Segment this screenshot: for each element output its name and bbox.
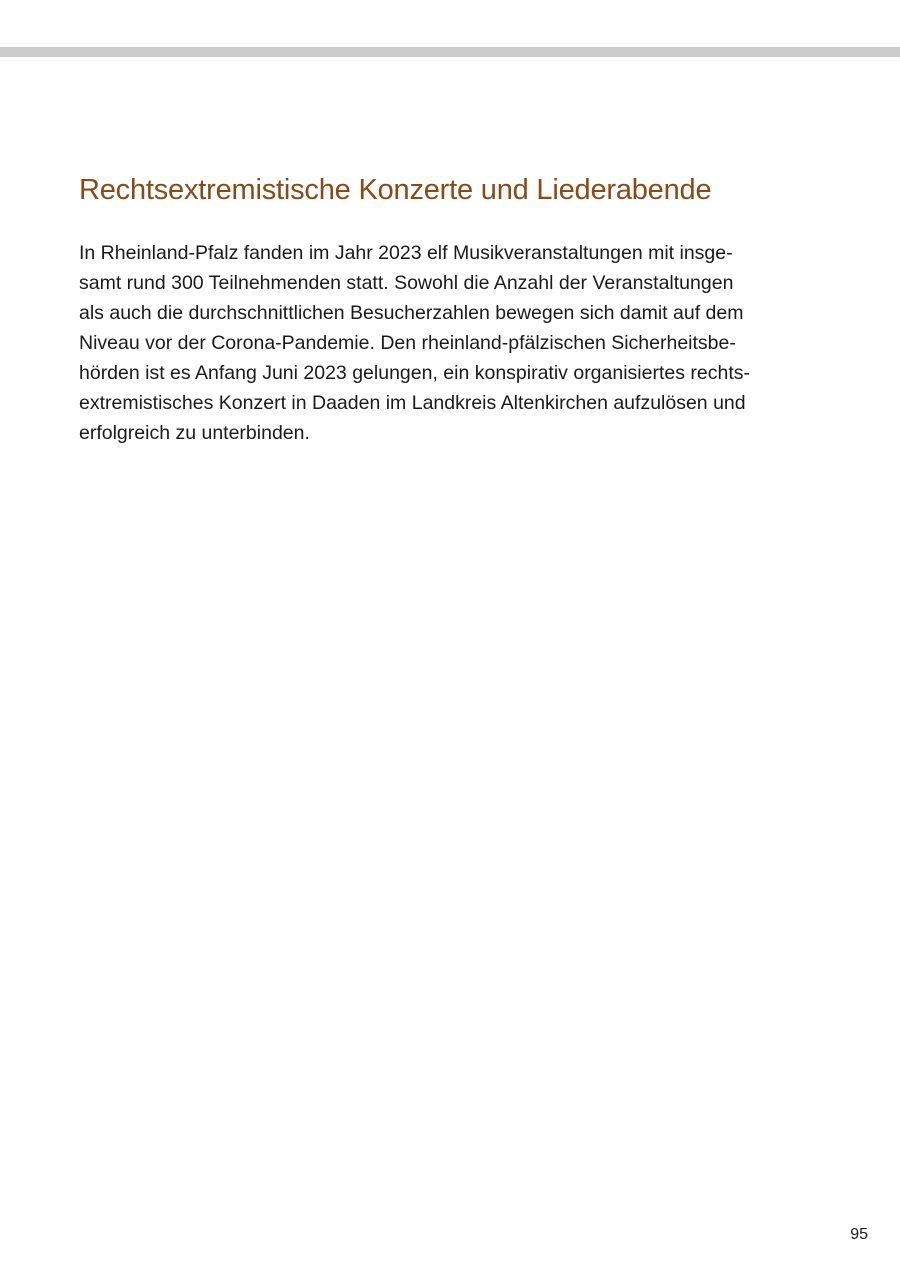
page-content [79,168,839,448]
page-number: 95 [850,1226,868,1243]
paragraph-line: als auch die durchschnittlichen Besucherzahlen bewegen sich damit auf dem [79,302,744,324]
body-paragraph [79,238,839,448]
paragraph-line: samt rund 300 Teilnehmenden statt. Sowohl die Anzahl der Veranstaltungen [79,272,734,294]
paragraph-line: In Rheinland-Pfalz fanden im Jahr 2023 elf Musikveranstaltungen mit insge- [79,242,733,264]
paragraph-line: erfolgreich zu unterbinden. [79,422,310,444]
top-rule [0,47,900,57]
paragraph-line: hörden ist es Anfang Juni 2023 gelungen, ein konspirativ organisiertes rechts- [79,362,750,384]
section-heading: Rechtsextremistische Konzerte und Liederabende [79,174,712,206]
paragraph-line: extremistisches Konzert in Daaden im Landkreis Altenkirchen aufzulösen und [79,392,746,414]
paragraph-line: Niveau vor der Corona-Pandemie. Den rheinland-pfälzischen Sicherheitsbe- [79,332,736,354]
